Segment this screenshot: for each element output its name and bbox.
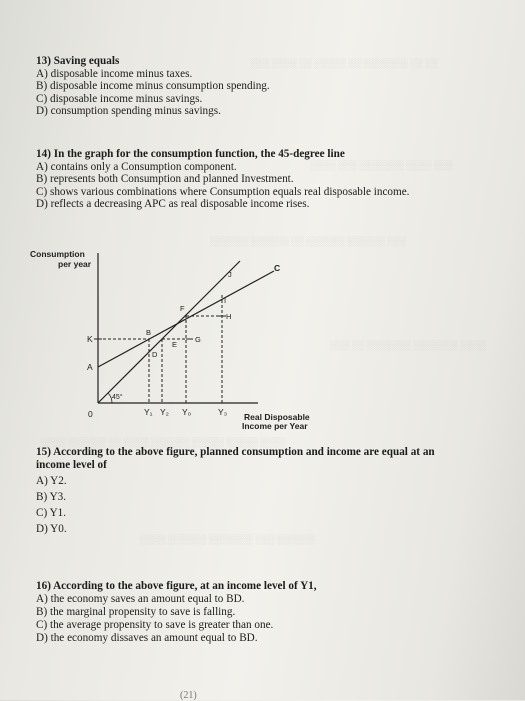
x-axis-label-line-1: Real Disposable	[244, 412, 310, 422]
x-tick-y0: Y₀	[182, 407, 192, 417]
question-13	[36, 55, 270, 118]
bleed-through-text: ░░░ ░░ ░░░░░░░ ░░░░░░░ ░░░░	[330, 340, 486, 350]
question-14-option-d: D) reflects a decreasing APC as real disposable income rises.	[36, 198, 310, 211]
question-16-option-c: C) the average propensity to save is greater than one.	[36, 618, 274, 631]
question-15-options	[36, 473, 435, 537]
question-16-option-d: D) the economy dissaves an amount equal to BD.	[36, 631, 258, 644]
question-16-option-b: B) the marginal propensity to save is falling.	[36, 605, 236, 618]
question-14	[36, 148, 409, 211]
consumption-function-graph	[28, 243, 348, 433]
question-15-stem-line-2: income level of	[36, 458, 107, 471]
question-13-stem: 13) Saving equals	[36, 55, 120, 67]
bleed-through-text: ░░░░░░ ░░░░░░ ░░ ░░░░░░ ░░░░░░ ░░░	[210, 236, 407, 246]
question-13-option-c: C) disposable income minus savings.	[36, 92, 203, 105]
point-label-i: I	[224, 296, 227, 305]
question-15-option-c: C) Y1.	[36, 507, 67, 520]
question-15-option-a: A) Y2.	[36, 475, 67, 488]
question-16-stem: 16) According to the above figure, at an income level of Y1,	[36, 580, 317, 592]
question-15-stem-line-1: 15) According to the above figure, planned consumption and income are equal at an	[36, 446, 435, 458]
bleed-through-text: ░░░░ ░░░░░░ ░░░░░░░ ░░░ ░░░░░░	[140, 534, 315, 544]
forty-five-degree-line	[98, 261, 240, 403]
question-14-stem: 14) In the graph for the consumption function, the 45-degree line	[36, 148, 345, 160]
origin-label: 0	[88, 409, 93, 419]
y-axis-label-line-2: per year	[58, 259, 92, 269]
question-13-option-b: B) disposable income minus consumption spending.	[36, 80, 270, 93]
question-16	[36, 580, 317, 645]
point-label-f: F	[180, 304, 185, 313]
point-label-c: C	[274, 263, 281, 273]
point-label-d: D	[152, 350, 158, 359]
point-label-b: B	[146, 328, 152, 337]
question-14-option-b: B) represents both Consumption and planned Investment.	[36, 173, 294, 186]
question-14-option-c: C) shows various combinations where Consumption equals real disposable income.	[36, 185, 410, 198]
question-15-option-b: B) Y3.	[36, 491, 67, 504]
y-axis-label-line-1: Consumption	[30, 249, 85, 259]
point-label-h: H	[226, 312, 232, 321]
x-axis-label-line-2: Income per Year	[242, 421, 308, 431]
question-14-option-a: A) contains only a Consumption component.	[36, 160, 237, 173]
point-label-g: G	[195, 335, 201, 344]
point-label-j: J	[228, 270, 232, 279]
question-15	[36, 446, 435, 537]
question-13-option-a: A) disposable income minus taxes.	[36, 67, 193, 80]
question-13-option-d: D) consumption spending minus savings.	[36, 105, 221, 118]
bleed-through-text: ░░░ ░░░░ ░░ ░░░░░ ░░ ░░░░░░░ ░░ ░░	[250, 58, 438, 68]
question-15-option-d: D) Y0.	[36, 523, 67, 536]
bleed-through-text: ░░░░ ░░░░░░ ░░ ░░░░ ░░░░░░ ░░░░░ ░░░░░ ░░░░	[40, 437, 286, 447]
question-16-option-a: A) the economy saves an amount equal to BD.	[36, 592, 245, 605]
point-label-e: E	[172, 340, 178, 349]
x-tick-y1: Y₁	[144, 407, 153, 417]
x-tick-y3: Y₃	[218, 407, 228, 417]
x-tick-y2: Y₂	[160, 407, 169, 417]
y-tick-label-k: K	[87, 334, 93, 344]
bleed-through-text: ░░░░ ░░░ ░░░░░░░ ░░░░ ░░░	[310, 160, 453, 170]
y-tick-label-a: A	[87, 362, 93, 372]
angle-label: 45°	[112, 394, 123, 401]
page-footer-number: (21)	[180, 690, 197, 701]
